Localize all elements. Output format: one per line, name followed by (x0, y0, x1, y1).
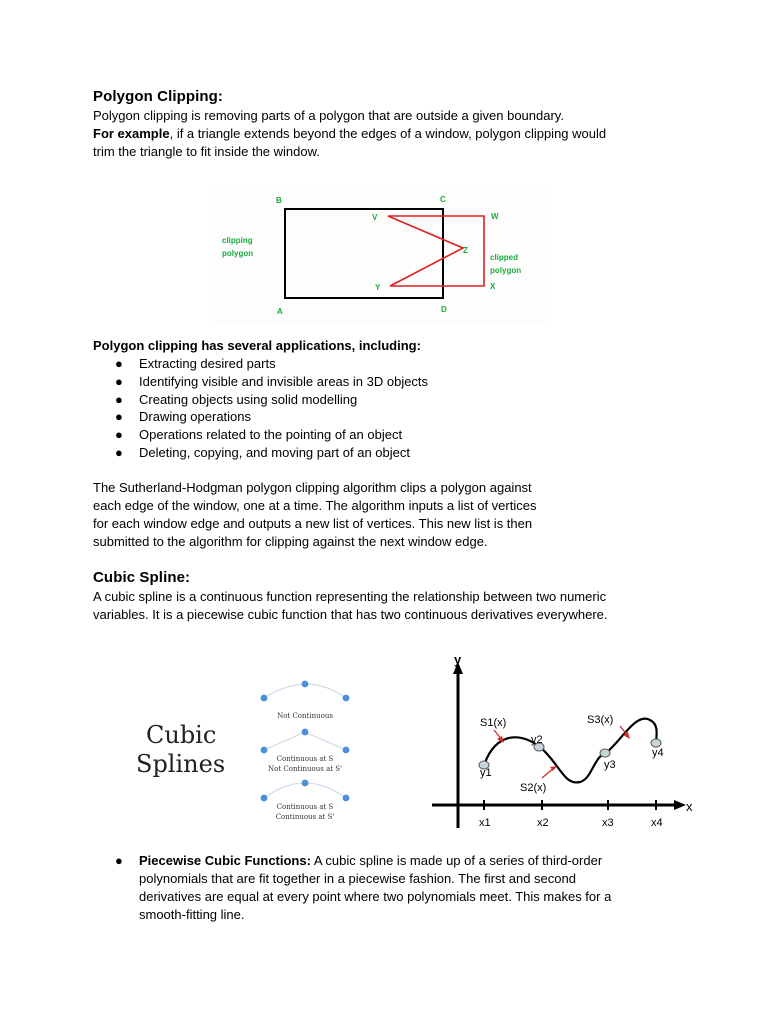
knot-point (261, 695, 268, 702)
s2-label: S2(x) (520, 782, 547, 794)
bullet-icon: ● (115, 373, 123, 389)
piecewise-cubic-label: Piecewise Cubic Functions: (139, 853, 311, 868)
clipping-polygon-label-2: polygon (222, 249, 254, 258)
example-bold-label: For example (93, 126, 170, 141)
piecewise-cubic-text (139, 852, 673, 924)
piecewise-cubic-bullet (93, 852, 673, 924)
spline-curve (306, 684, 346, 698)
knot-point (343, 695, 350, 702)
vertex-label-w: W (491, 212, 499, 221)
knot-point (343, 747, 350, 754)
list-item (93, 408, 653, 426)
y2-label: y2 (531, 734, 543, 746)
s3-label: S3(x) (587, 714, 614, 726)
clipping-polygon-label-1: clipping (222, 236, 253, 245)
x2-label: x2 (537, 817, 549, 829)
continuous-at-s-label-2: Continuous at S (276, 803, 334, 811)
s1-label: S1(x) (480, 717, 507, 729)
paragraph-line: polynomials that are fit together in a piecewise fashion. The first and second (139, 871, 576, 886)
cubic-spline-heading: Cubic Spline: (93, 569, 191, 586)
bullet-icon: ● (115, 409, 123, 425)
knot-point (261, 747, 268, 754)
bullet-icon: ● (115, 853, 123, 868)
vertex-label-b: B (276, 196, 282, 205)
knot-point (261, 795, 268, 802)
x-axis-label: x (686, 799, 693, 814)
spline-curve (264, 684, 304, 698)
y-axis-label: y (454, 652, 462, 667)
sutherland-hodgman-paragraph (93, 479, 693, 551)
paragraph-line: The Sutherland-Hodgman polygon clipping algorithm clips a polygon against (93, 480, 532, 495)
cubic-spline-intro (93, 588, 693, 624)
bullet-icon: ● (115, 391, 123, 407)
polygon-clipping-heading: Polygon Clipping: (93, 88, 224, 105)
spline-curve (484, 719, 657, 783)
x4-label: x4 (651, 817, 663, 829)
list-item-text: Extracting desired parts (139, 356, 276, 371)
vertex-label-y: Y (375, 283, 381, 292)
applications-heading: Polygon clipping has several applications, including: (93, 338, 421, 353)
list-item (93, 373, 653, 391)
paragraph-line: A cubic spline is made up of a series of third-order (310, 853, 603, 868)
x-axis-arrow-icon (674, 800, 686, 810)
knot-point (343, 795, 350, 802)
continuous-at-s-prime-label: Continuous at S' (275, 813, 335, 821)
continuous-at-s-label: Continuous at S (276, 755, 334, 763)
list-item-text: Operations related to the pointing of an object (139, 427, 403, 443)
polygon-clipping-figure (214, 186, 546, 324)
list-item (93, 444, 653, 462)
y4-label: y4 (652, 747, 664, 759)
bullet-icon: ● (115, 444, 123, 460)
list-item (93, 355, 653, 373)
vertex-label-d: D (441, 305, 447, 314)
x1-label: x1 (479, 817, 491, 829)
y1-label: y1 (480, 767, 492, 779)
paragraph-line: for each window edge and outputs a new list of vertices. This new list is then (93, 516, 533, 531)
bullet-icon: ● (115, 356, 123, 371)
bullet-icon: ● (115, 427, 123, 443)
example-text: , if a triangle extends beyond the edges of a window, polygon clipping would (169, 126, 607, 141)
cubic-spline-plot (424, 650, 704, 830)
vertex-label-z: Z (463, 246, 468, 255)
polygon-intro-text: Polygon clipping is removing parts of a polygon that are outside a given boundary. (93, 108, 564, 123)
list-item-text: Creating objects using solid modelling (139, 391, 358, 407)
applications-list (93, 355, 653, 462)
cubic-splines-title-2: Splines (136, 750, 226, 778)
knot-point (600, 749, 610, 757)
vertex-label-x: X (490, 282, 496, 291)
paragraph-line: submitted to the algorithm for clipping against the next window edge. (93, 534, 488, 549)
example-text-line-2: trim the triangle to fit inside the window. (93, 144, 320, 159)
clipping-window (285, 209, 443, 298)
knot-point (302, 681, 309, 688)
list-item-text: Drawing operations (139, 409, 252, 425)
knot-point (651, 739, 661, 747)
list-item-text: Identifying visible and invisible areas in 3D objects (139, 373, 429, 389)
not-continuous-label: Not Continuous (277, 712, 333, 720)
vertex-label-c: C (440, 195, 446, 204)
list-item-text: Deleting, copying, and moving part of an object (139, 444, 411, 460)
paragraph-line: smooth-fitting line. (139, 907, 245, 922)
paragraph-line: A cubic spline is a continuous function representing the relationship between two numeric (93, 589, 607, 604)
vertex-label-v: V (372, 213, 378, 222)
polygon-clipping-intro (93, 107, 693, 161)
paragraph-line: each edge of the window, one at a time. The algorithm inputs a list of vertices (93, 498, 537, 513)
clipped-polygon-outline (388, 216, 484, 286)
knot-point (302, 729, 309, 736)
y3-label: y3 (604, 759, 616, 771)
list-item (93, 426, 653, 444)
clipped-polygon-label-1: clipped (490, 253, 519, 262)
clipped-polygon-label-2: polygon (490, 266, 522, 275)
cubic-splines-title-1: Cubic (146, 721, 217, 749)
knot-point (302, 780, 309, 787)
vertex-label-a: A (277, 307, 283, 316)
paragraph-line: derivatives are equal at every point where two polynomials meet. This makes for a (139, 889, 612, 904)
paragraph-line: variables. It is a piecewise cubic function that has two continuous derivatives everywhere. (93, 607, 608, 622)
list-item (93, 391, 653, 409)
cubic-splines-illustration (120, 668, 370, 828)
x3-label: x3 (602, 817, 614, 829)
not-continuous-at-s-prime-label: Not Continuous at S' (268, 765, 342, 773)
